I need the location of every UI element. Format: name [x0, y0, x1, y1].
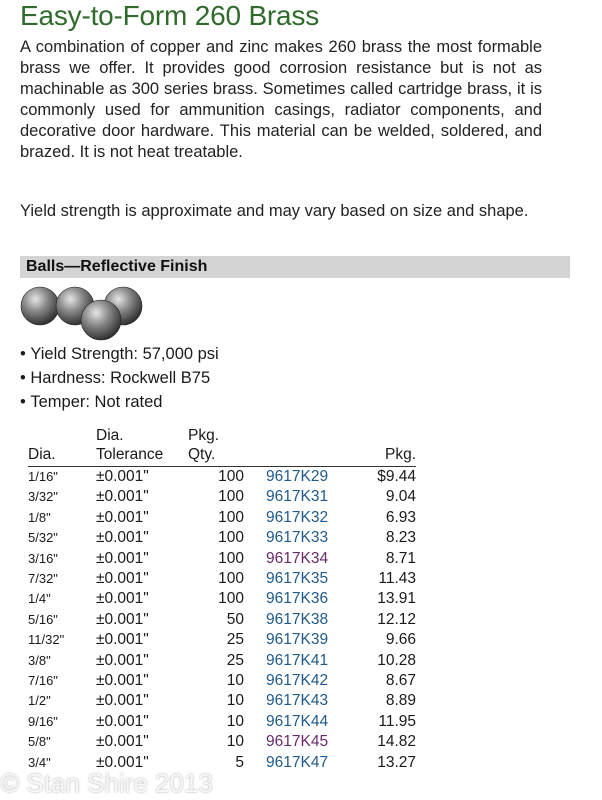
cell-diameter: 3/8" [28, 652, 51, 668]
table-row [28, 691, 416, 711]
cell-pkg-price: $9.44 [377, 468, 416, 485]
cell-tolerance: ±0.001" [96, 488, 149, 506]
section-header [20, 256, 570, 278]
brass-balls-image [20, 284, 150, 344]
cell-tolerance: ±0.001" [96, 529, 149, 547]
cell-tolerance: ±0.001" [96, 590, 149, 608]
cell-pkg-qty: 100 [218, 570, 244, 588]
cell-pkg-price: 8.71 [385, 549, 416, 567]
cell-pkg-qty: 100 [218, 549, 244, 567]
cell-pkg-qty: 50 [226, 610, 244, 628]
header-tolerance [96, 426, 188, 467]
cell-diameter: 5/8" [28, 734, 51, 750]
cell-diameter: 3/16" [28, 550, 58, 566]
header-part-number [266, 426, 358, 467]
cell-pkg-qty: 10 [226, 692, 244, 710]
spec-yield-strength: • Yield Strength: 57,000 psi [20, 342, 219, 366]
cell-diameter: 3/4" [28, 754, 51, 770]
header-pkg-qty-line1: Pkg. [188, 427, 220, 444]
cell-tolerance: ±0.001" [96, 753, 149, 771]
cell-diameter: 3/32" [28, 489, 58, 505]
part-number-link[interactable]: 9617K33 [266, 529, 329, 547]
cell-pkg-qty: 100 [218, 468, 244, 485]
cell-tolerance: ±0.001" [96, 549, 149, 567]
part-number-link[interactable]: 9617K41 [266, 651, 329, 669]
cell-tolerance: ±0.001" [96, 712, 149, 730]
cell-tolerance: ±0.001" [96, 610, 149, 628]
spec-temper: • Temper: Not rated [20, 390, 219, 414]
ball-icon [21, 287, 59, 325]
cell-diameter: 11/32" [28, 632, 65, 648]
cell-diameter: 5/16" [28, 611, 58, 627]
table-row [28, 630, 416, 650]
table-row [28, 467, 416, 488]
cell-diameter: 1/4" [28, 591, 51, 607]
header-pkg-price: Pkg. [358, 426, 416, 467]
cell-pkg-price: 13.27 [377, 753, 416, 771]
cell-tolerance: ±0.001" [96, 468, 149, 485]
cell-pkg-price: 11.43 [378, 570, 416, 588]
part-number-link[interactable]: 9617K39 [266, 631, 329, 649]
part-number-link[interactable]: 9617K45 [266, 733, 329, 751]
cell-tolerance: ±0.001" [96, 570, 149, 588]
table-row [28, 528, 416, 548]
cell-diameter: 7/32" [28, 571, 58, 587]
header-tolerance-line1: Dia. [96, 427, 124, 444]
part-number-link[interactable]: 9617K35 [266, 570, 329, 588]
cell-pkg-price: 12.12 [377, 610, 416, 628]
cell-pkg-price: 9.66 [385, 631, 416, 649]
description-paragraph: A combination of copper and zinc makes 260 brass the most formable brass we offer. It provides good corrosion resistance but is not as machinable as 300 series brass. Sometimes called cartridge brass, it is commonly used for ammunition casings, radiator components, and decorative door hardware. This material can be welded, soldered, and brazed. It is not heat treatable. [20, 38, 542, 161]
copyright-watermark: © Stan Shire 2013 [0, 768, 213, 798]
ball-icon [81, 300, 121, 340]
table-row [28, 487, 416, 507]
cell-tolerance: ±0.001" [96, 508, 149, 526]
table-row [28, 569, 416, 589]
cell-tolerance: ±0.001" [96, 631, 149, 649]
cell-pkg-qty: 100 [218, 508, 244, 526]
cell-diameter: 5/32" [28, 530, 58, 546]
cell-pkg-price: 6.93 [385, 508, 416, 526]
page-title: Easy-to-Form 260 Brass [20, 0, 320, 31]
part-number-link[interactable]: 9617K44 [266, 712, 329, 730]
yield-note-paragraph: Yield strength is approximate and may vary based on size and shape. [20, 202, 529, 220]
cell-pkg-price: 13.91 [377, 590, 416, 608]
header-pkg-qty [188, 426, 266, 467]
section-title: Balls—Reflective Finish [26, 258, 208, 275]
parts-table [28, 426, 416, 773]
cell-pkg-qty: 25 [226, 631, 244, 649]
table-row [28, 549, 416, 569]
cell-diameter: 1/8" [28, 509, 51, 525]
table-row [28, 589, 416, 609]
cell-pkg-price: 10.28 [377, 651, 416, 669]
cell-pkg-qty: 5 [235, 753, 244, 771]
cell-pkg-qty: 100 [218, 529, 244, 547]
table-header-row [28, 426, 416, 467]
cell-tolerance: ±0.001" [96, 651, 149, 669]
table-row [28, 732, 416, 752]
part-number-link[interactable]: 9617K31 [266, 488, 329, 506]
cell-pkg-qty: 100 [218, 590, 244, 608]
cell-tolerance: ±0.001" [96, 672, 149, 690]
cell-pkg-price: 8.23 [385, 529, 416, 547]
cell-pkg-qty: 10 [226, 733, 244, 751]
cell-pkg-price: 9.04 [385, 488, 416, 506]
table-row [28, 508, 416, 528]
part-number-link[interactable]: 9617K43 [266, 692, 329, 710]
part-number-link[interactable]: 9617K36 [266, 590, 329, 608]
cell-pkg-qty: 100 [218, 488, 244, 506]
cell-pkg-qty: 10 [226, 672, 244, 690]
part-number-link[interactable]: 9617K42 [266, 672, 329, 690]
cell-pkg-price: 8.67 [385, 672, 416, 690]
part-number-link[interactable]: 9617K34 [266, 549, 329, 567]
cell-diameter: 9/16" [28, 713, 58, 729]
cell-diameter: 1/16" [28, 469, 58, 484]
cell-pkg-price: 11.95 [378, 712, 416, 730]
cell-diameter: 7/16" [28, 673, 58, 689]
cell-diameter: 1/2" [28, 693, 51, 709]
spec-hardness: • Hardness: Rockwell B75 [20, 366, 219, 390]
part-number-link[interactable]: 9617K47 [266, 753, 329, 771]
cell-pkg-price: 14.82 [377, 733, 416, 751]
cell-pkg-qty: 10 [226, 712, 244, 730]
part-number-link[interactable]: 9617K32 [266, 508, 329, 526]
table-row [28, 671, 416, 691]
cell-pkg-price: 8.89 [385, 692, 416, 710]
spec-list [20, 342, 219, 414]
header-dia: Dia. [28, 426, 96, 467]
part-number-link[interactable]: 9617K38 [266, 610, 329, 628]
cell-tolerance: ±0.001" [96, 733, 149, 751]
header-tolerance-line2: Tolerance [96, 446, 164, 463]
table-row [28, 712, 416, 732]
header-pkg-qty-line2: Qty. [188, 446, 216, 463]
cell-tolerance: ±0.001" [96, 692, 149, 710]
table-row [28, 651, 416, 671]
part-number-link[interactable]: 9617K29 [266, 468, 329, 485]
cell-pkg-qty: 25 [226, 651, 244, 669]
table-row [28, 610, 416, 630]
